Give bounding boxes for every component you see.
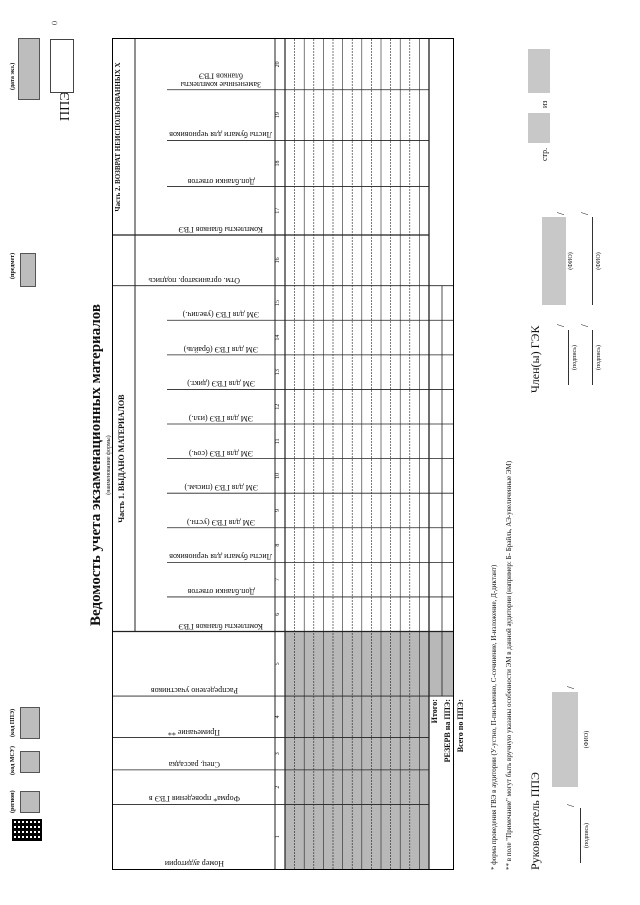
page-number-field[interactable] bbox=[528, 113, 550, 143]
ppe-head-signature-caption: (подпись) bbox=[584, 823, 590, 848]
footnote-2: ** в поле "Примечание" могут быть вручную указаны особенности ЭМ в данной аудитории (например: Б- Брайль, АЭ-увеличенные ЭМ) bbox=[505, 460, 513, 870]
page-label: стр. bbox=[540, 147, 549, 161]
column-number-9: 9 bbox=[275, 509, 281, 512]
region-field[interactable] bbox=[20, 791, 40, 813]
column-header-6: Комплекты бланков ГВЭ bbox=[178, 621, 264, 631]
column-number-15: 15 bbox=[275, 300, 281, 306]
column-number-7: 7 bbox=[275, 578, 281, 582]
ppe-head-name-field[interactable] bbox=[552, 692, 578, 787]
page-of-label: из bbox=[540, 100, 549, 108]
totals-label-2: Всего по ППЭ: bbox=[456, 699, 465, 753]
page-mark: () bbox=[52, 21, 58, 25]
ppe-head-slash-end: / bbox=[566, 686, 577, 689]
column-header-9: ЭМ для ГВЭ (устн.) bbox=[186, 517, 256, 527]
column-number-2: 2 bbox=[275, 785, 281, 789]
totals-label-1: РЕЗЕРВ на ППЭ: bbox=[443, 699, 452, 763]
column-number-18: 18 bbox=[275, 160, 281, 167]
column-number-3: 3 bbox=[275, 752, 281, 756]
msu-field[interactable] bbox=[20, 751, 40, 773]
column-header-10: ЭМ для ГВЭ (письм.) bbox=[184, 483, 258, 493]
gek-member-2-name-line[interactable] bbox=[592, 217, 593, 305]
exam-date-field[interactable] bbox=[18, 38, 40, 100]
column-number-17: 17 bbox=[275, 207, 281, 214]
column-number-4: 4 bbox=[275, 715, 281, 719]
column-header-14: ЭМ для ГВЭ (брайль) bbox=[183, 344, 259, 354]
column-header-13: ЭМ для ГВЭ (дикт.) bbox=[187, 379, 255, 389]
gek-member-2-signature-caption: (подпись) bbox=[596, 345, 602, 370]
fill-form-note: (наименование формы) bbox=[106, 435, 112, 495]
msu-label: (код МСУ) bbox=[10, 745, 16, 775]
column-number-6: 6 bbox=[275, 612, 281, 616]
column-header-3: Спец. рассадка bbox=[168, 759, 220, 769]
ppe-number-field[interactable] bbox=[50, 39, 74, 93]
column-number-16: 16 bbox=[275, 257, 281, 264]
column-header-19: Листы бумаги для черновиков bbox=[169, 130, 273, 140]
gek-member-2-slash: / bbox=[580, 324, 591, 327]
column-header-15: ЭМ для ГВЭ (увелич.) bbox=[182, 310, 260, 320]
gek-member-1-signature-line[interactable] bbox=[568, 330, 569, 385]
totals-label-0: Итого: bbox=[430, 699, 439, 724]
column-number-20: 20 bbox=[275, 61, 281, 68]
column-number-14: 14 bbox=[275, 334, 281, 341]
region-label: (регион) bbox=[10, 790, 16, 813]
gek-member-1-name-caption: (ФИО) bbox=[568, 252, 574, 270]
page-title: Ведомость учета экзаменационных материалов bbox=[88, 304, 104, 626]
column-header-12: ЭМ для ГВЭ (изл.) bbox=[188, 414, 254, 424]
gek-member-title: Член(ы) ГЭК bbox=[528, 325, 542, 393]
shaded-totals-block bbox=[429, 632, 453, 697]
ppe-head-slash: / bbox=[566, 804, 577, 807]
subject-label: (предмет) bbox=[10, 252, 16, 279]
gek-member-1-name-field[interactable] bbox=[542, 217, 566, 305]
column-header-20: Замененные комплекты бланков ГВЭ bbox=[180, 71, 262, 89]
exam-date-label: (дата экз.) bbox=[10, 62, 16, 90]
column-header-7: Доп.бланки ответов bbox=[187, 586, 255, 596]
column-header-16: Отм. организатор. подпись bbox=[148, 275, 240, 285]
footnote-1: * форма проведения ГВЭ в аудитории (У-устно, П-письменно, С-сочинение, И-изложение, Д-диктант) bbox=[490, 564, 498, 870]
column-header-4: Примечание ** bbox=[167, 727, 221, 737]
column-header-17: Комплекты бланков ГВЭ bbox=[178, 224, 264, 234]
gek-member-2-signature-line[interactable] bbox=[592, 330, 593, 385]
column-header-8: Листы бумаги для черновиков bbox=[169, 552, 273, 562]
column-number-19: 19 bbox=[275, 112, 281, 119]
column-number-10: 10 bbox=[275, 472, 281, 479]
column-number-11: 11 bbox=[275, 438, 281, 445]
page-total-field[interactable] bbox=[528, 49, 550, 93]
column-number-1: 1 bbox=[275, 835, 281, 839]
gek-member-1-signature-caption: (подпись) bbox=[572, 345, 578, 370]
ppe-head-title: Руководитель ППЭ bbox=[528, 772, 542, 870]
column-header-1: Номер аудитории bbox=[164, 859, 224, 868]
column-number-13: 13 bbox=[275, 369, 281, 376]
gek-member-1-slash-end: / bbox=[556, 212, 567, 215]
shaded-audience-block bbox=[285, 632, 429, 869]
ppe-code-label: (код ППЭ) bbox=[10, 708, 16, 737]
gek-member-2-name-caption: (ФИО) bbox=[596, 252, 602, 270]
column-header-5: Распределено участников bbox=[150, 686, 238, 696]
ppe-head-signature-line[interactable] bbox=[580, 808, 581, 863]
column-header-18: Доп.бланки ответов bbox=[187, 176, 255, 186]
part1-label: Часть 1. ВЫДАНО МАТЕРИАЛОВ bbox=[117, 394, 126, 523]
column-number-8: 8 bbox=[275, 543, 281, 547]
ppe-label: ППЭ bbox=[58, 91, 73, 121]
column-header-2: Форма* проведения ГВЭ в bbox=[148, 794, 240, 804]
qr-code bbox=[12, 819, 42, 841]
column-number-5: 5 bbox=[275, 662, 281, 666]
column-header-11: ЭМ для ГВЭ (соч.) bbox=[188, 448, 254, 458]
part2-label: Часть 2. ВОЗВРАТ НЕИСПОЛЬЗОВАННЫХ Х bbox=[114, 62, 122, 212]
ppe-head-name-caption: (ФИО) bbox=[584, 730, 590, 749]
materials-table bbox=[112, 38, 465, 870]
ppe-code-field[interactable] bbox=[20, 707, 40, 739]
gek-member-2-slash-end: / bbox=[580, 212, 591, 215]
subject-field[interactable] bbox=[20, 253, 36, 287]
column-number-12: 12 bbox=[275, 403, 281, 410]
gek-member-1-slash: / bbox=[556, 324, 567, 327]
